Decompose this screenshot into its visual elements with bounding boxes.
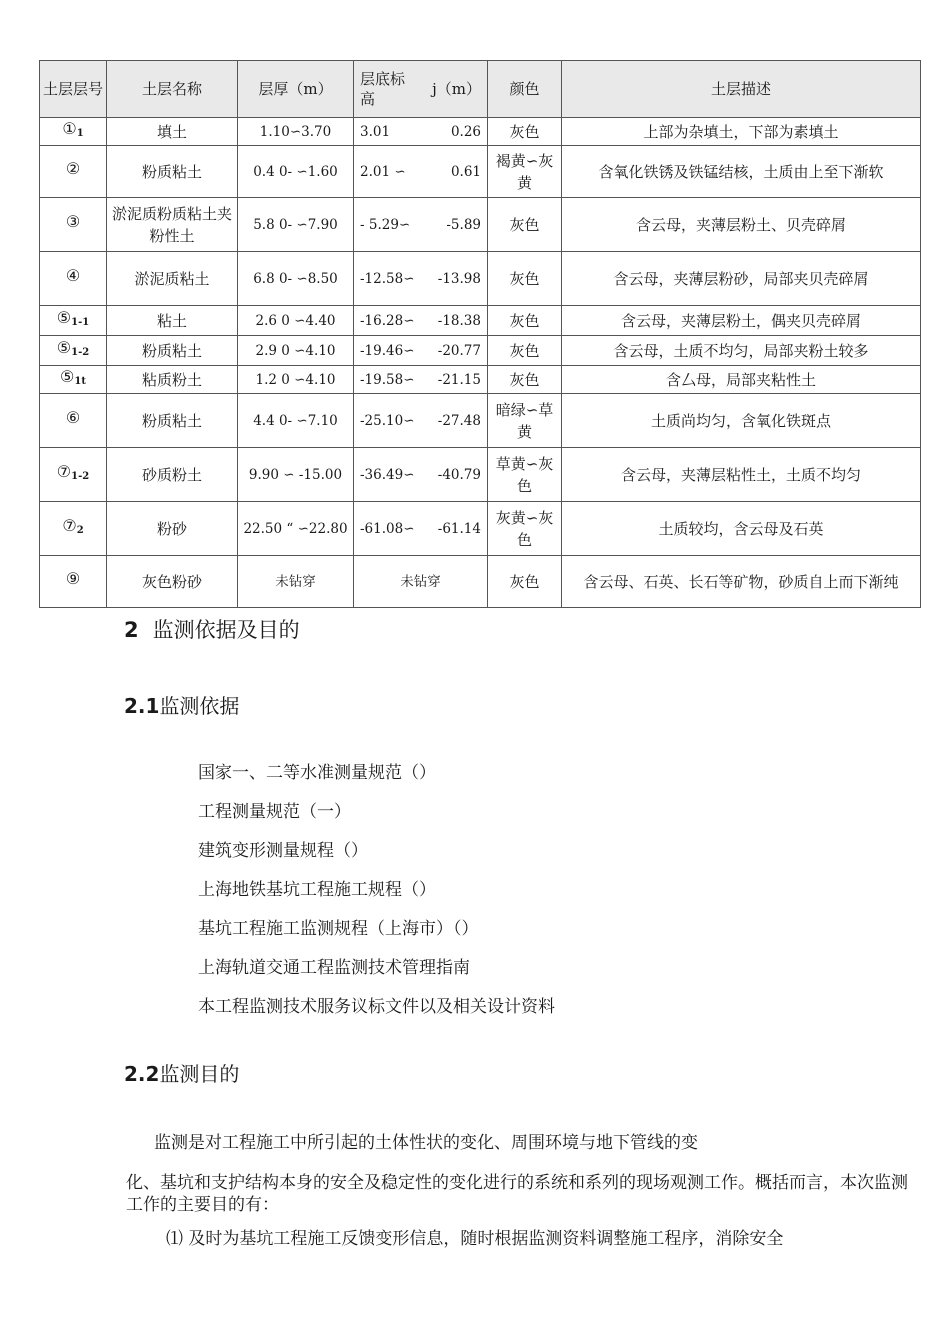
elevation-bottom: 0.61 — [450, 163, 481, 180]
cell-description: 含云母，夹薄层粉土、贝壳碎屑 — [562, 198, 921, 252]
cell-layer-name: 粉质粘土 — [107, 394, 238, 448]
layer-code: ⑦ — [56, 462, 72, 481]
layer-code-sub: 1-2 — [71, 471, 90, 482]
header-bottom-a: 层底标高 — [360, 70, 406, 108]
section-2-1-title: 监测依据 — [159, 694, 240, 718]
header-desc: 土层描述 — [562, 61, 921, 118]
soil-layer-table — [39, 60, 921, 608]
cell-color: 灰黄∽灰色 — [488, 502, 562, 556]
elevation-top: -16.28∽ — [360, 312, 415, 329]
layer-code: ⑦ — [62, 516, 77, 535]
cell-bottom-elevation — [354, 448, 488, 502]
cell-bottom-elevation — [354, 394, 488, 448]
elevation-top: 未钻穿 — [400, 573, 441, 590]
cell-layer-code — [40, 198, 107, 252]
layer-code-sub: 1 — [76, 128, 84, 139]
cell-color: 灰色 — [488, 252, 562, 306]
cell-layer-code — [40, 366, 107, 394]
cell-thickness: 1.2 0 ∽4.10 — [238, 366, 354, 394]
layer-code: ④ — [65, 266, 81, 285]
cell-layer-code — [40, 448, 107, 502]
cell-bottom-elevation — [354, 306, 488, 336]
table-row — [40, 252, 921, 306]
layer-code: ③ — [65, 212, 81, 231]
layer-code: ⑤ — [60, 367, 75, 386]
cell-description: 含云母，土质不均匀，局部夹粉土较多 — [562, 336, 921, 366]
header-code: 土层层号 — [40, 61, 107, 118]
list-item: 工程测量规范（一） — [198, 802, 351, 822]
cell-layer-name: 粉质粘土 — [107, 336, 238, 366]
table-header-row — [40, 61, 921, 118]
cell-color: 褐黄∽灰黄 — [488, 146, 562, 198]
cell-bottom-elevation — [354, 252, 488, 306]
elevation-top: -19.58∽ — [360, 371, 415, 388]
table-row — [40, 198, 921, 252]
cell-layer-name: 粉砂 — [107, 502, 238, 556]
cell-thickness: 2.9 0 ∽4.10 — [238, 336, 354, 366]
cell-thickness: 0.4 0- ∽1.60 — [238, 146, 354, 198]
elevation-top: -19.46∽ — [360, 342, 415, 359]
table-row — [40, 556, 921, 608]
cell-layer-name: 灰色粉砂 — [107, 556, 238, 608]
basis-list — [198, 760, 555, 1033]
cell-bottom-elevation — [354, 336, 488, 366]
table-row — [40, 146, 921, 198]
elevation-top: 3.01 — [360, 123, 391, 140]
table-row — [40, 394, 921, 448]
elevation-bottom: -20.77 — [437, 342, 481, 359]
elevation-bottom: -27.48 — [437, 412, 481, 429]
cell-bottom-elevation — [354, 198, 488, 252]
cell-color: 灰色 — [488, 556, 562, 608]
section-2-title: 监测依据及目的 — [152, 618, 300, 642]
section-2-number: 2 — [124, 618, 139, 642]
purpose-item-1: ⑴ 及时为基坑工程施工反馈变形信息，随时根据监测资料调整施工程序，消除安全 — [166, 1229, 784, 1249]
elevation-bottom: -61.14 — [437, 520, 481, 537]
cell-layer-code — [40, 336, 107, 366]
elevation-bottom: -13.98 — [437, 270, 481, 287]
table-row — [40, 448, 921, 502]
purpose-paragraph: 化、基坑和支护结构本身的安全及稳定性的变化进行的系统和系列的现场观测工作。概括而言，本次监测工作的主要目的有： — [126, 1173, 908, 1215]
elevation-bottom: -21.15 — [437, 371, 481, 388]
list-item: 本工程监测技术服务议标文件以及相关设计资料 — [198, 997, 555, 1017]
header-color: 颜色 — [488, 61, 562, 118]
cell-layer-code — [40, 146, 107, 198]
elevation-top: - 5.29∽ — [360, 216, 411, 233]
layer-code-sub: 1-1 — [71, 317, 90, 328]
section-2-1-heading — [124, 690, 239, 719]
section-2-heading — [124, 614, 300, 644]
cell-layer-name: 淤泥质粘土 — [107, 252, 238, 306]
cell-description: 含氧化铁锈及铁锰结核，土质由上至下渐软 — [562, 146, 921, 198]
list-item: 建筑变形测量规程（） — [198, 841, 368, 861]
cell-thickness: 9.90 ∽ -15.00 — [238, 448, 354, 502]
elevation-top: 2.01 ∽ — [360, 163, 406, 180]
table-row — [40, 336, 921, 366]
cell-thickness: 5.8 0- ∽7.90 — [238, 198, 354, 252]
cell-description: 含云母，夹薄层粉土，偶夹贝壳碎屑 — [562, 306, 921, 336]
cell-bottom-elevation — [354, 118, 488, 146]
list-item: 上海轨道交通工程监测技术管理指南 — [198, 958, 470, 978]
layer-code-sub: 2 — [76, 525, 84, 536]
layer-code-sub: 1t — [74, 376, 86, 387]
cell-color: 灰色 — [488, 198, 562, 252]
cell-layer-name: 填土 — [107, 118, 238, 146]
section-2-2-number: 2.2 — [124, 1062, 160, 1086]
cell-color: 灰色 — [488, 366, 562, 394]
cell-description: 土质较均，含云母及石英 — [562, 502, 921, 556]
elevation-top: -61.08∽ — [360, 520, 415, 537]
cell-thickness: 未钻穿 — [238, 556, 354, 608]
section-2-2-heading — [124, 1058, 239, 1087]
elevation-bottom: 0.26 — [450, 123, 481, 140]
cell-color: 灰色 — [488, 336, 562, 366]
cell-thickness: 4.4 0- ∽7.10 — [238, 394, 354, 448]
elevation-top: -36.49∽ — [360, 466, 415, 483]
cell-color: 灰色 — [488, 306, 562, 336]
cell-description: 含云母，夹薄层粉砂，局部夹贝壳碎屑 — [562, 252, 921, 306]
list-item: 基坑工程施工监测规程（上海市）（） — [198, 919, 479, 939]
cell-layer-code — [40, 556, 107, 608]
header-thickness: 层厚（m） — [238, 61, 354, 118]
cell-bottom-elevation — [354, 556, 488, 608]
section-2-2-title: 监测目的 — [159, 1062, 240, 1086]
purpose-paragraph-line-1: 监测是对工程施工中所引起的土体性状的变化、周围环境与地下管线的变 — [154, 1133, 698, 1153]
cell-description: 土质尚均匀，含氧化铁斑点 — [562, 394, 921, 448]
layer-code: ① — [62, 119, 77, 138]
elevation-bottom: -18.38 — [437, 312, 481, 329]
cell-description: 含厶母，局部夹粘性土 — [562, 366, 921, 394]
cell-bottom-elevation — [354, 366, 488, 394]
cell-thickness: 6.8 0- ∽8.50 — [238, 252, 354, 306]
cell-thickness: 2.6 0 ∽4.40 — [238, 306, 354, 336]
cell-thickness: 22.50 “ ∽22.80 — [238, 502, 354, 556]
cell-layer-name: 砂质粉土 — [107, 448, 238, 502]
elevation-top: -25.10∽ — [360, 412, 415, 429]
cell-thickness: 1.10∽3.70 — [238, 118, 354, 146]
layer-code: ⑤ — [56, 338, 72, 357]
list-item: 上海地铁基坑工程施工规程（） — [198, 880, 436, 900]
layer-code: ⑨ — [65, 569, 81, 588]
elevation-top: -12.58∽ — [360, 270, 415, 287]
elevation-bottom: -40.79 — [437, 466, 481, 483]
table-row — [40, 118, 921, 146]
cell-layer-name: 粘质粉土 — [107, 366, 238, 394]
cell-color: 暗绿∽草黄 — [488, 394, 562, 448]
cell-bottom-elevation — [354, 146, 488, 198]
cell-description: 含云母，夹薄层粘性土，土质不均匀 — [562, 448, 921, 502]
cell-layer-code — [40, 306, 107, 336]
elevation-bottom: -5.89 — [446, 216, 481, 233]
cell-layer-code — [40, 252, 107, 306]
cell-layer-name: 淤泥质粉质粘土夹粉性土 — [107, 198, 238, 252]
layer-code: ⑥ — [65, 408, 81, 427]
table-row — [40, 306, 921, 336]
header-name: 土层名称 — [107, 61, 238, 118]
cell-layer-code — [40, 394, 107, 448]
layer-code-sub: 1-2 — [71, 347, 90, 358]
section-2-1-number: 2.1 — [124, 694, 160, 718]
list-item: 国家一、二等水准测量规范（） — [198, 763, 436, 783]
cell-description: 含云母、石英、长石等矿物，砂质自上而下渐纯 — [562, 556, 921, 608]
header-bottom-b: j（m） — [432, 80, 481, 98]
cell-description: 上部为杂填土，下部为素填土 — [562, 118, 921, 146]
cell-layer-code — [40, 502, 107, 556]
layer-code: ⑤ — [56, 308, 72, 327]
cell-layer-code — [40, 118, 107, 146]
cell-layer-name: 粉质粘土 — [107, 146, 238, 198]
cell-color: 草黄∽灰色 — [488, 448, 562, 502]
table-row — [40, 366, 921, 394]
cell-bottom-elevation — [354, 502, 488, 556]
cell-layer-name: 粘土 — [107, 306, 238, 336]
table-row — [40, 502, 921, 556]
layer-code: ② — [65, 159, 81, 178]
header-bottom-elevation — [354, 61, 488, 118]
cell-color: 灰色 — [488, 118, 562, 146]
